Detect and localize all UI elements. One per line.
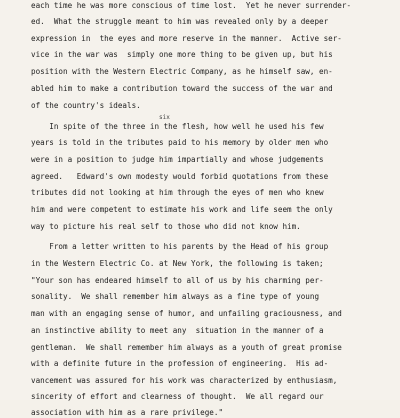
text-line: an instinctive ability to meet any situation in the manner of a <box>31 326 324 335</box>
text-line: were in a position to judge him impartially and whose judgements <box>31 155 324 164</box>
text-line: "Your son has endeared himself to all of us by his charming per- <box>31 276 324 285</box>
text-line: agreed. Edward's own modesty would forbid quotations from these <box>31 172 329 181</box>
text-line-last: association with him as a rare privilege." <box>31 408 224 417</box>
text-line: sonality. We shall remember him always as a fine type of young <box>31 292 320 301</box>
text-line: From a letter written to his parents by the Head of his group <box>31 242 329 251</box>
text-line: each time he was more conscious of time lost. Yet he never surrender- <box>31 1 352 10</box>
text-line: way to picture his real self to those who did not know him. <box>31 222 301 231</box>
text-line: with a definite future in the profession of engineering. His ad- <box>31 359 329 368</box>
text-line: expression in the eyes and more reserve in the manner. Active ser- <box>31 34 342 43</box>
text-line: abled him to make a contribution toward the success of the war and <box>31 84 333 93</box>
text-line: gentleman. We shall remember him always as a youth of great promise <box>31 343 342 352</box>
text-line: years is told in the tributes paid to his memory by older men who <box>31 138 329 147</box>
text-line: man with an engaging sense of humor, and unfailing graciousness, and <box>31 309 342 318</box>
text-line: ed. What the struggle meant to him was revealed only by a deeper <box>31 17 329 26</box>
text-line: in the Western Electric Co. at New York, the following is taken; <box>31 259 324 268</box>
text-line: of the country's ideals. <box>31 101 141 110</box>
text-line: position with the Western Electric Company, as he himself saw, en- <box>31 67 333 76</box>
text-line: vice in the war was simply one more thing to be given up, but his <box>31 50 333 59</box>
text-line: In spite of the three in the flesh, how well he used his few <box>31 122 324 131</box>
text-line: him and were competent to estimate his work and life seem the only <box>31 205 333 214</box>
handwritten-correction: six <box>159 114 170 121</box>
text-line: tributes did not looking at him through the eyes of men who knew <box>31 188 324 197</box>
text-line: sincerity of effort and clearness of thought. We all regard our <box>31 392 324 401</box>
text-line: vancement was assured for his work was characterized by enthusiasm, <box>31 376 338 385</box>
